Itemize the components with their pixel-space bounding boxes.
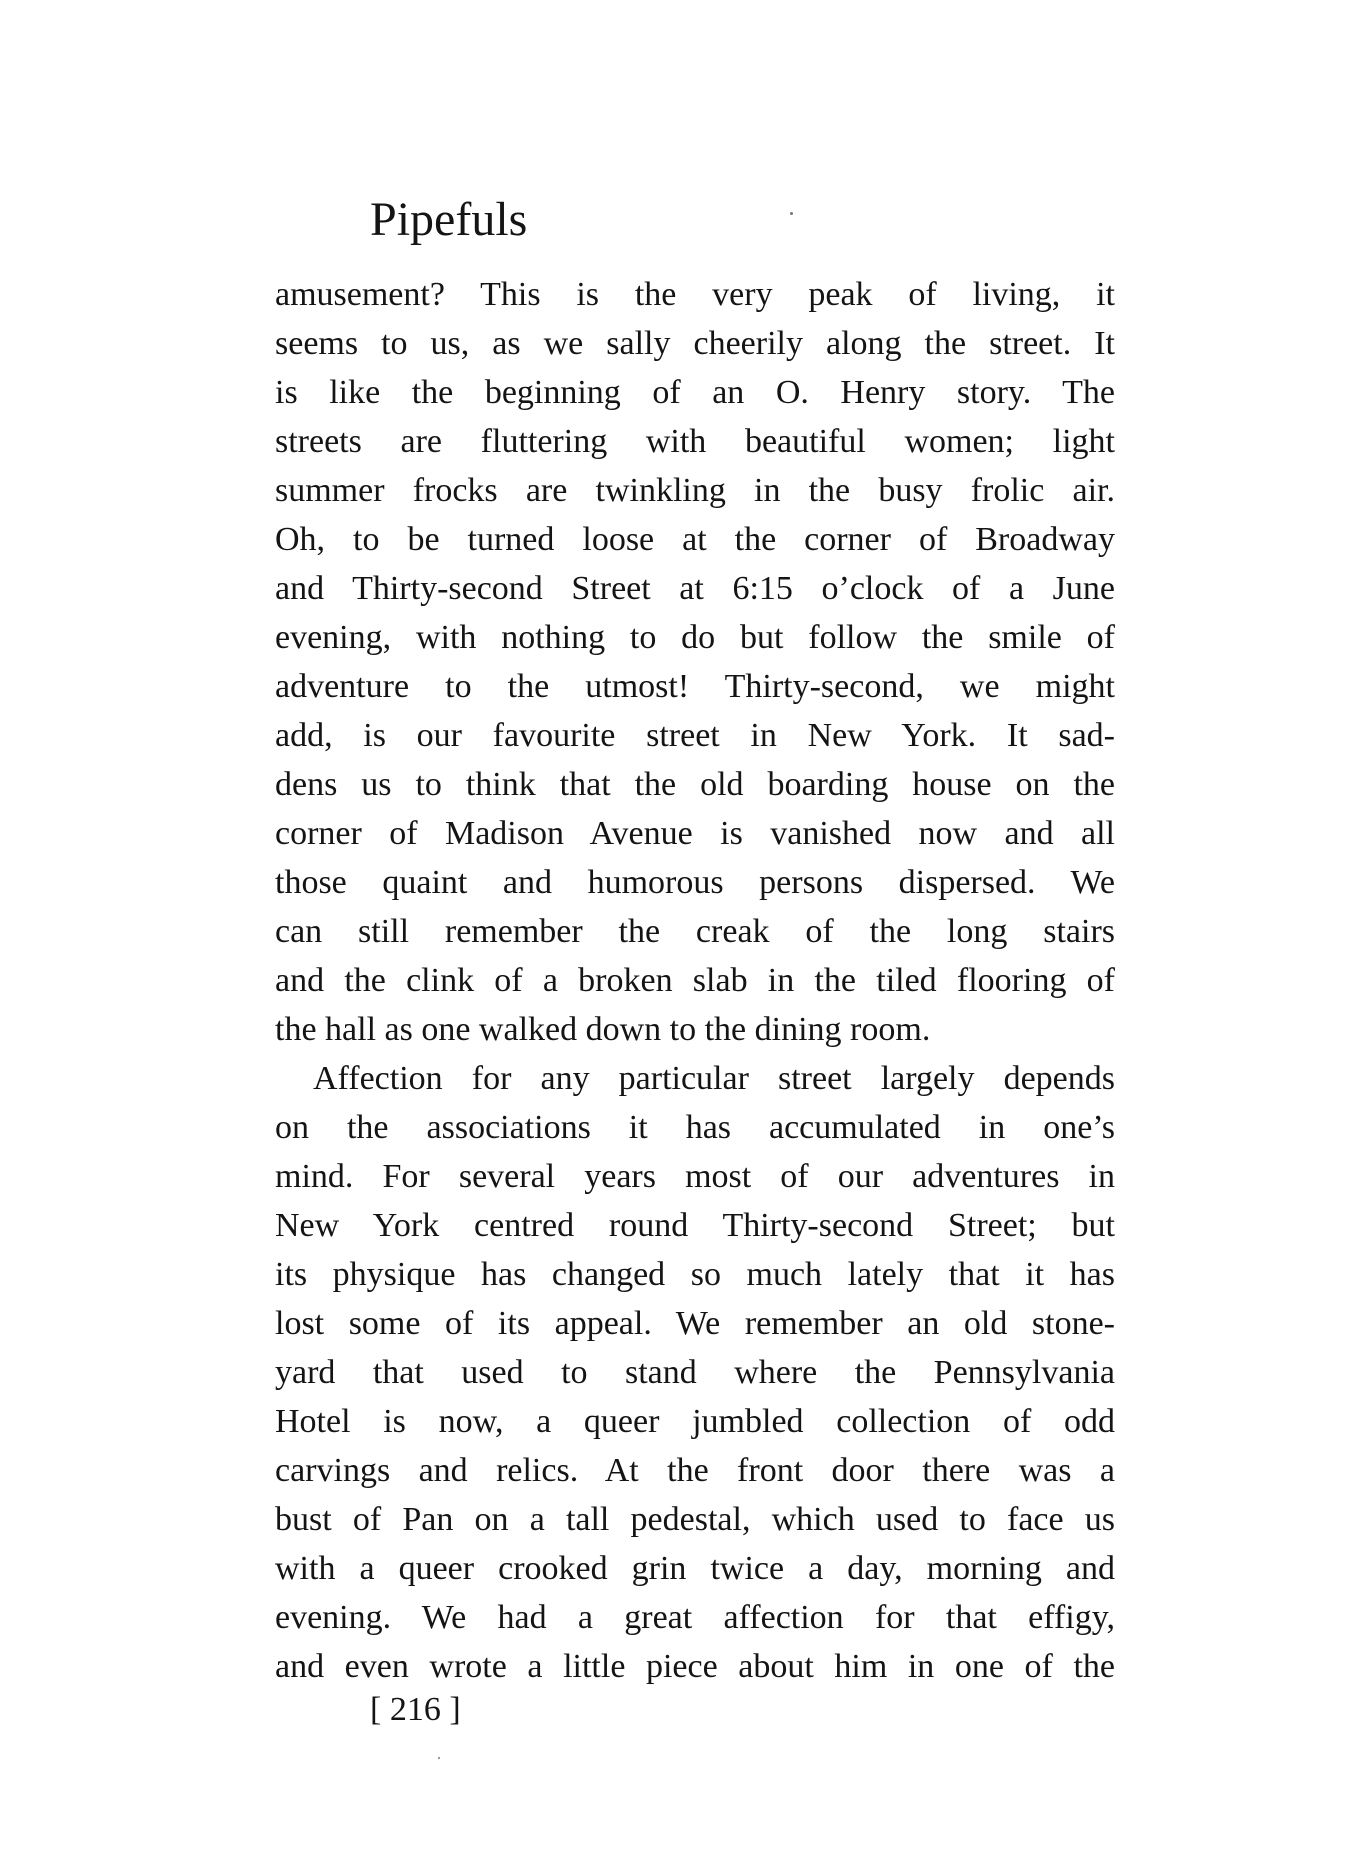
text-line: yard that used to stand where the Pennsylvania [275,1354,1115,1391]
paragraph [275,1054,1115,1691]
text-line: streets are fluttering with beautiful women; light [275,423,1115,460]
text-line: its physique has changed so much lately that it has [275,1256,1115,1293]
text-line: and even wrote a little piece about him in one of the [275,1648,1115,1685]
text-line: Affection for any particular street largely depends [313,1060,1115,1097]
text-line: summer frocks are twinkling in the busy frolic air. [275,472,1115,509]
text-line: mind. For several years most of our adventures in [275,1158,1115,1195]
text-line: lost some of its appeal. We remember an old stone- [275,1305,1115,1342]
print-speck [790,212,793,215]
text-line: bust of Pan on a tall pedestal, which used to face us [275,1501,1115,1538]
text-line: Hotel is now, a queer jumbled collection of odd [275,1403,1115,1440]
text-line: is like the beginning of an O. Henry story. The [275,374,1115,411]
text-line: amusement? This is the very peak of living, it [275,276,1115,313]
print-speck [438,1757,440,1759]
text-line: carvings and relics. At the front door there was a [275,1452,1115,1489]
text-line: seems to us, as we sally cheerily along the street. It [275,325,1115,362]
text-line: corner of Madison Avenue is vanished now and all [275,815,1115,852]
text-line: Oh, to be turned loose at the corner of Broadway [275,521,1115,558]
page-number: [ 216 ] [370,1691,461,1728]
paragraph [275,270,1115,1054]
text-line: New York centred round Thirty-second Street; but [275,1207,1115,1244]
text-line: and the clink of a broken slab in the tiled flooring of [275,962,1115,999]
text-line: evening. We had a great affection for that effigy, [275,1599,1115,1636]
text-line: evening, with nothing to do but follow the smile of [275,619,1115,656]
text-line: the hall as one walked down to the dining room. [275,1011,931,1048]
body-text [275,270,1115,1691]
text-line: on the associations it has accumulated in one’s [275,1109,1115,1146]
text-line: and Thirty-second Street at 6:15 o’clock of a June [275,570,1115,607]
text-line: dens us to think that the old boarding house on the [275,766,1115,803]
running-head: Pipefuls [370,193,528,246]
text-line: add, is our favourite street in New York. It sad- [275,717,1115,754]
text-line: with a queer crooked grin twice a day, morning and [275,1550,1115,1587]
text-line: can still remember the creak of the long stairs [275,913,1115,950]
text-line: adventure to the utmost! Thirty-second, we might [275,668,1115,705]
text-line: those quaint and humorous persons dispersed. We [275,864,1115,901]
